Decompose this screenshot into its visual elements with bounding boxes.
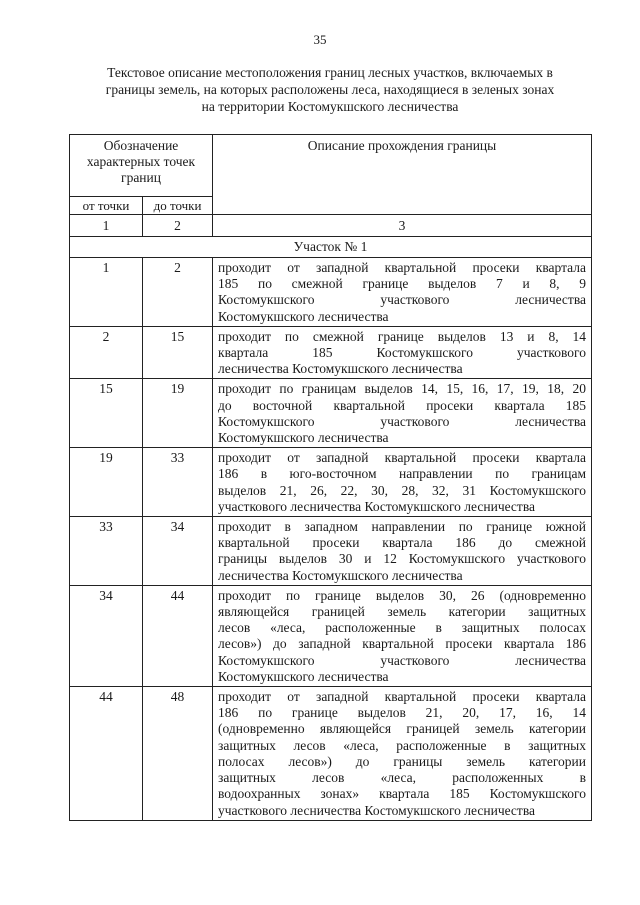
from-point-cell: 19 — [70, 448, 143, 517]
section-title: Участок № 1 — [70, 237, 592, 258]
description-cell — [213, 517, 592, 586]
from-point-cell: 34 — [70, 585, 143, 686]
description-line: квартальной просеки квартала 186 до смежной — [218, 535, 587, 551]
description-line: Костомукшского лесничества — [218, 668, 389, 684]
description-line: полосах лесов») до границы земель категории — [218, 753, 587, 769]
description-line: (одновременно являющейся границей земель категории — [218, 721, 587, 737]
table-row — [70, 258, 592, 327]
to-point-cell: 19 — [143, 379, 213, 448]
to-point-cell: 2 — [143, 258, 213, 327]
description-line: 186 в юго-восточном направлении по границам — [218, 466, 587, 482]
table-row — [70, 585, 592, 686]
title-line: границы земель, на которых расположены леса, находящиеся в зеленых зонах — [105, 82, 555, 97]
description-line: 186 по границе выделов 21, 20, 17, 16, 14 — [218, 705, 587, 721]
description-line: водоохранных зонах» квартала 185 Костомукшского — [218, 786, 587, 802]
description-line: до восточной квартальной просеки квартала 185 — [218, 397, 587, 413]
header-to: до точки — [143, 197, 213, 215]
description-line: выделов 21, 26, 22, 30, 28, 32, 31 Костомукшского — [218, 482, 587, 498]
table-row — [70, 517, 592, 586]
description-line: проходит от западной квартальной просеки квартала — [218, 689, 587, 705]
section-row — [70, 237, 592, 258]
to-point-cell: 34 — [143, 517, 213, 586]
description-line: лесничества Костомукшского лесничества — [218, 361, 463, 377]
description-line: проходит по границам выделов 14, 15, 16, 17, 19, 18, 20 — [218, 381, 587, 397]
table-row — [70, 379, 592, 448]
description-line: границы выделов 30 и 12 Костомукшского участкового — [218, 551, 587, 567]
description-line: 185 по смежной границе выделов 7 и 8, 9 — [218, 276, 587, 292]
description-cell — [213, 585, 592, 686]
title-line: Текстовое описание местоположения границ лесных участков, включаемых в — [107, 65, 553, 80]
description-line: защитных лесов «леса, расположенных в — [218, 770, 587, 786]
table-row — [70, 326, 592, 379]
from-point-cell: 44 — [70, 687, 143, 821]
header-points: Обозначение характерных точек границ — [70, 135, 213, 197]
from-point-cell: 2 — [70, 326, 143, 379]
to-point-cell: 44 — [143, 585, 213, 686]
description-line: Костомукшского участкового лесничества — [218, 292, 587, 308]
description-line: Костомукшского лесничества — [218, 430, 389, 446]
description-line: проходит от западной квартальной просеки квартала — [218, 450, 587, 466]
description-line: проходит в западном направлении по границе южной — [218, 519, 587, 535]
from-point-cell: 15 — [70, 379, 143, 448]
description-line: Костомукшского участкового лесничества — [218, 413, 587, 429]
description-line: Костомукшского лесничества — [218, 308, 389, 324]
to-point-cell: 15 — [143, 326, 213, 379]
description-line: лесов «леса, расположенные в защитных полосах — [218, 620, 587, 636]
to-point-cell: 48 — [143, 687, 213, 821]
description-cell — [213, 687, 592, 821]
title-line: на территории Костомукшского лесничества — [201, 99, 459, 114]
description-cell — [213, 448, 592, 517]
description-line: квартала 185 Костомукшского участкового — [218, 345, 587, 361]
description-cell — [213, 326, 592, 379]
description-cell — [213, 379, 592, 448]
column-number: 3 — [213, 215, 592, 237]
description-line: проходит от западной квартальной просеки квартала — [218, 260, 587, 275]
description-line: лесничества Костомукшского лесничества — [218, 567, 463, 583]
from-point-cell: 33 — [70, 517, 143, 586]
page-number: 35 — [313, 32, 327, 47]
from-point-cell: 1 — [70, 258, 143, 327]
header-from: от точки — [70, 197, 143, 215]
table-row — [70, 448, 592, 517]
to-point-cell: 33 — [143, 448, 213, 517]
column-number: 1 — [70, 215, 143, 237]
description-line: проходит по смежной границе выделов 13 и 8, 14 — [218, 328, 587, 344]
header-description: Описание прохождения границы — [213, 135, 592, 215]
description-line: участкового лесничества Костомукшского лесничества — [218, 498, 536, 514]
column-number: 2 — [143, 215, 213, 237]
description-line: проходит по границе выделов 30, 26 (одновременно — [218, 587, 587, 603]
boundary-table — [69, 134, 592, 821]
description-cell — [213, 258, 592, 327]
description-line: являющейся границей земель категории защитных — [218, 604, 587, 620]
description-line: защитных лесов «леса, расположенные в защитных — [218, 737, 587, 753]
description-line: участкового лесничества Костомукшского лесничества — [218, 802, 536, 818]
document-title — [74, 64, 586, 115]
description-line: лесов») до западной квартальной просеки квартала 186 — [218, 636, 587, 652]
table-row — [70, 687, 592, 821]
description-line: Костомукшского участкового лесничества — [218, 652, 587, 668]
